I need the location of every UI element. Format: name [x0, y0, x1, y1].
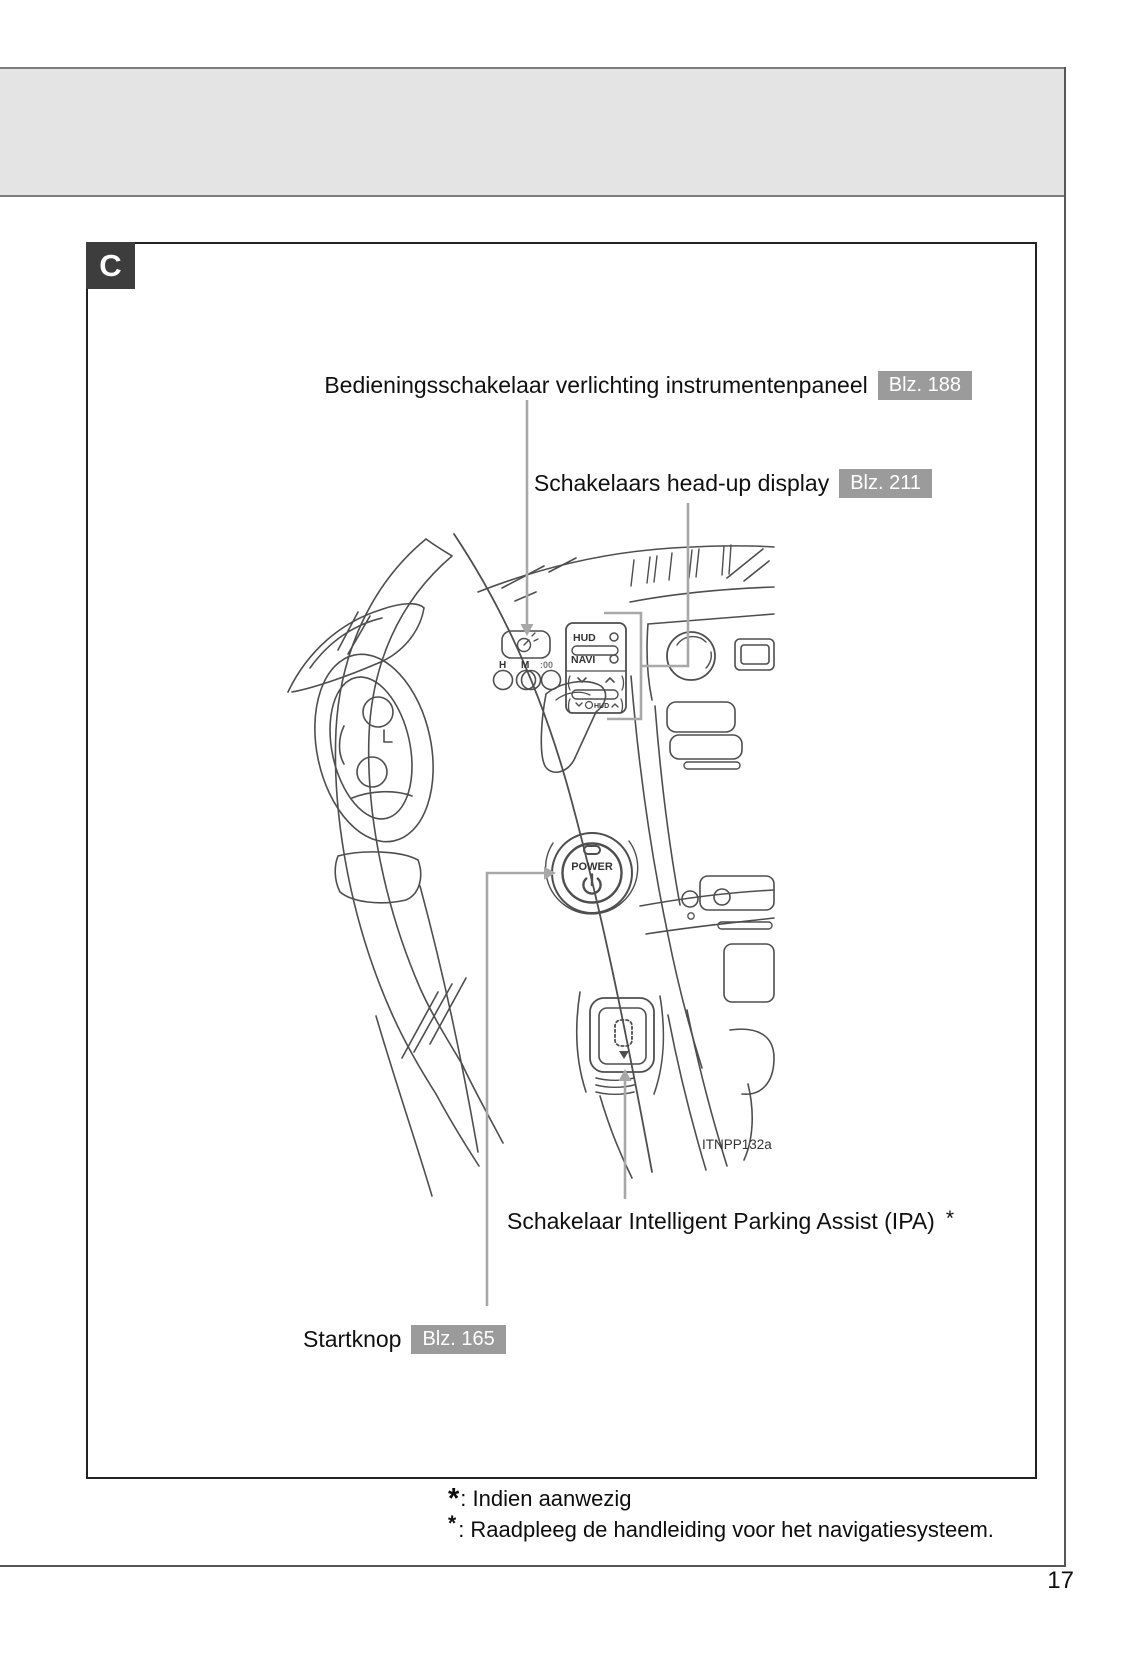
- footnote-marker: *: [945, 1207, 955, 1230]
- audio-panel: [647, 614, 774, 700]
- callout-ipa-label: Schakelaar Intelligent Parking Assist (IPA): [507, 1207, 935, 1234]
- callout-hud-label: Schakelaars head-up display: [533, 469, 830, 496]
- footnote-2: [448, 1514, 994, 1546]
- footnote-1-text: : Indien aanwezig: [460, 1486, 632, 1511]
- footnotes: [448, 1482, 994, 1546]
- drawing-labels: [499, 632, 772, 1152]
- chevron-up-icon: [612, 704, 618, 707]
- page-number: 17: [1047, 1567, 1074, 1594]
- control-stalk: [541, 682, 605, 773]
- svg-text:NAVI: NAVI: [571, 654, 596, 666]
- callout-start: [303, 1321, 506, 1357]
- chevron-up-icon: [606, 678, 614, 682]
- arrow-down-icon: [521, 624, 534, 636]
- panel-light-switch: [502, 631, 550, 658]
- callout-panel-light-label: Bedieningsschakelaar verlichting instrumentenpaneel: [324, 371, 868, 398]
- callout-hud: [300, 465, 932, 501]
- leader-start: [487, 873, 549, 1306]
- svg-text:HUD: HUD: [594, 703, 610, 710]
- volume-knob: [667, 632, 715, 680]
- arrow-right-icon: [544, 867, 556, 880]
- footnote-1: [448, 1482, 994, 1514]
- svg-text:M: M: [521, 660, 530, 671]
- callout-start-label: Startknop: [303, 1325, 402, 1352]
- power-start-button: [546, 833, 638, 914]
- figure-code: ITNPP132a: [702, 1137, 772, 1152]
- callout-panel-light: [200, 367, 972, 403]
- clock-buttons: [494, 671, 561, 690]
- svg-text:HUD: HUD: [573, 632, 596, 644]
- svg-text:H: H: [499, 660, 507, 671]
- section-tab: C: [86, 242, 135, 289]
- page-ref-badge: Blz. 211: [839, 469, 932, 498]
- page-ref-badge: Blz. 165: [411, 1325, 505, 1354]
- center-console: [631, 676, 774, 1094]
- chevron-down-icon: [576, 703, 582, 706]
- asterisk-icon: *: [448, 1512, 457, 1535]
- arrow-up-icon: [619, 1069, 632, 1081]
- svg-text:POWER: POWER: [571, 861, 613, 873]
- footnote-2-text: : Raadpleeg de handleiding voor het navigatiesysteem.: [458, 1517, 994, 1542]
- callout-ipa: [507, 1207, 953, 1235]
- page-ref-badge: Blz. 188: [878, 371, 972, 400]
- leader-hud: [642, 503, 688, 666]
- svg-text::00: :00: [540, 660, 554, 670]
- asterisk-icon: *: [448, 1483, 460, 1515]
- steering-wheel: [288, 539, 503, 1196]
